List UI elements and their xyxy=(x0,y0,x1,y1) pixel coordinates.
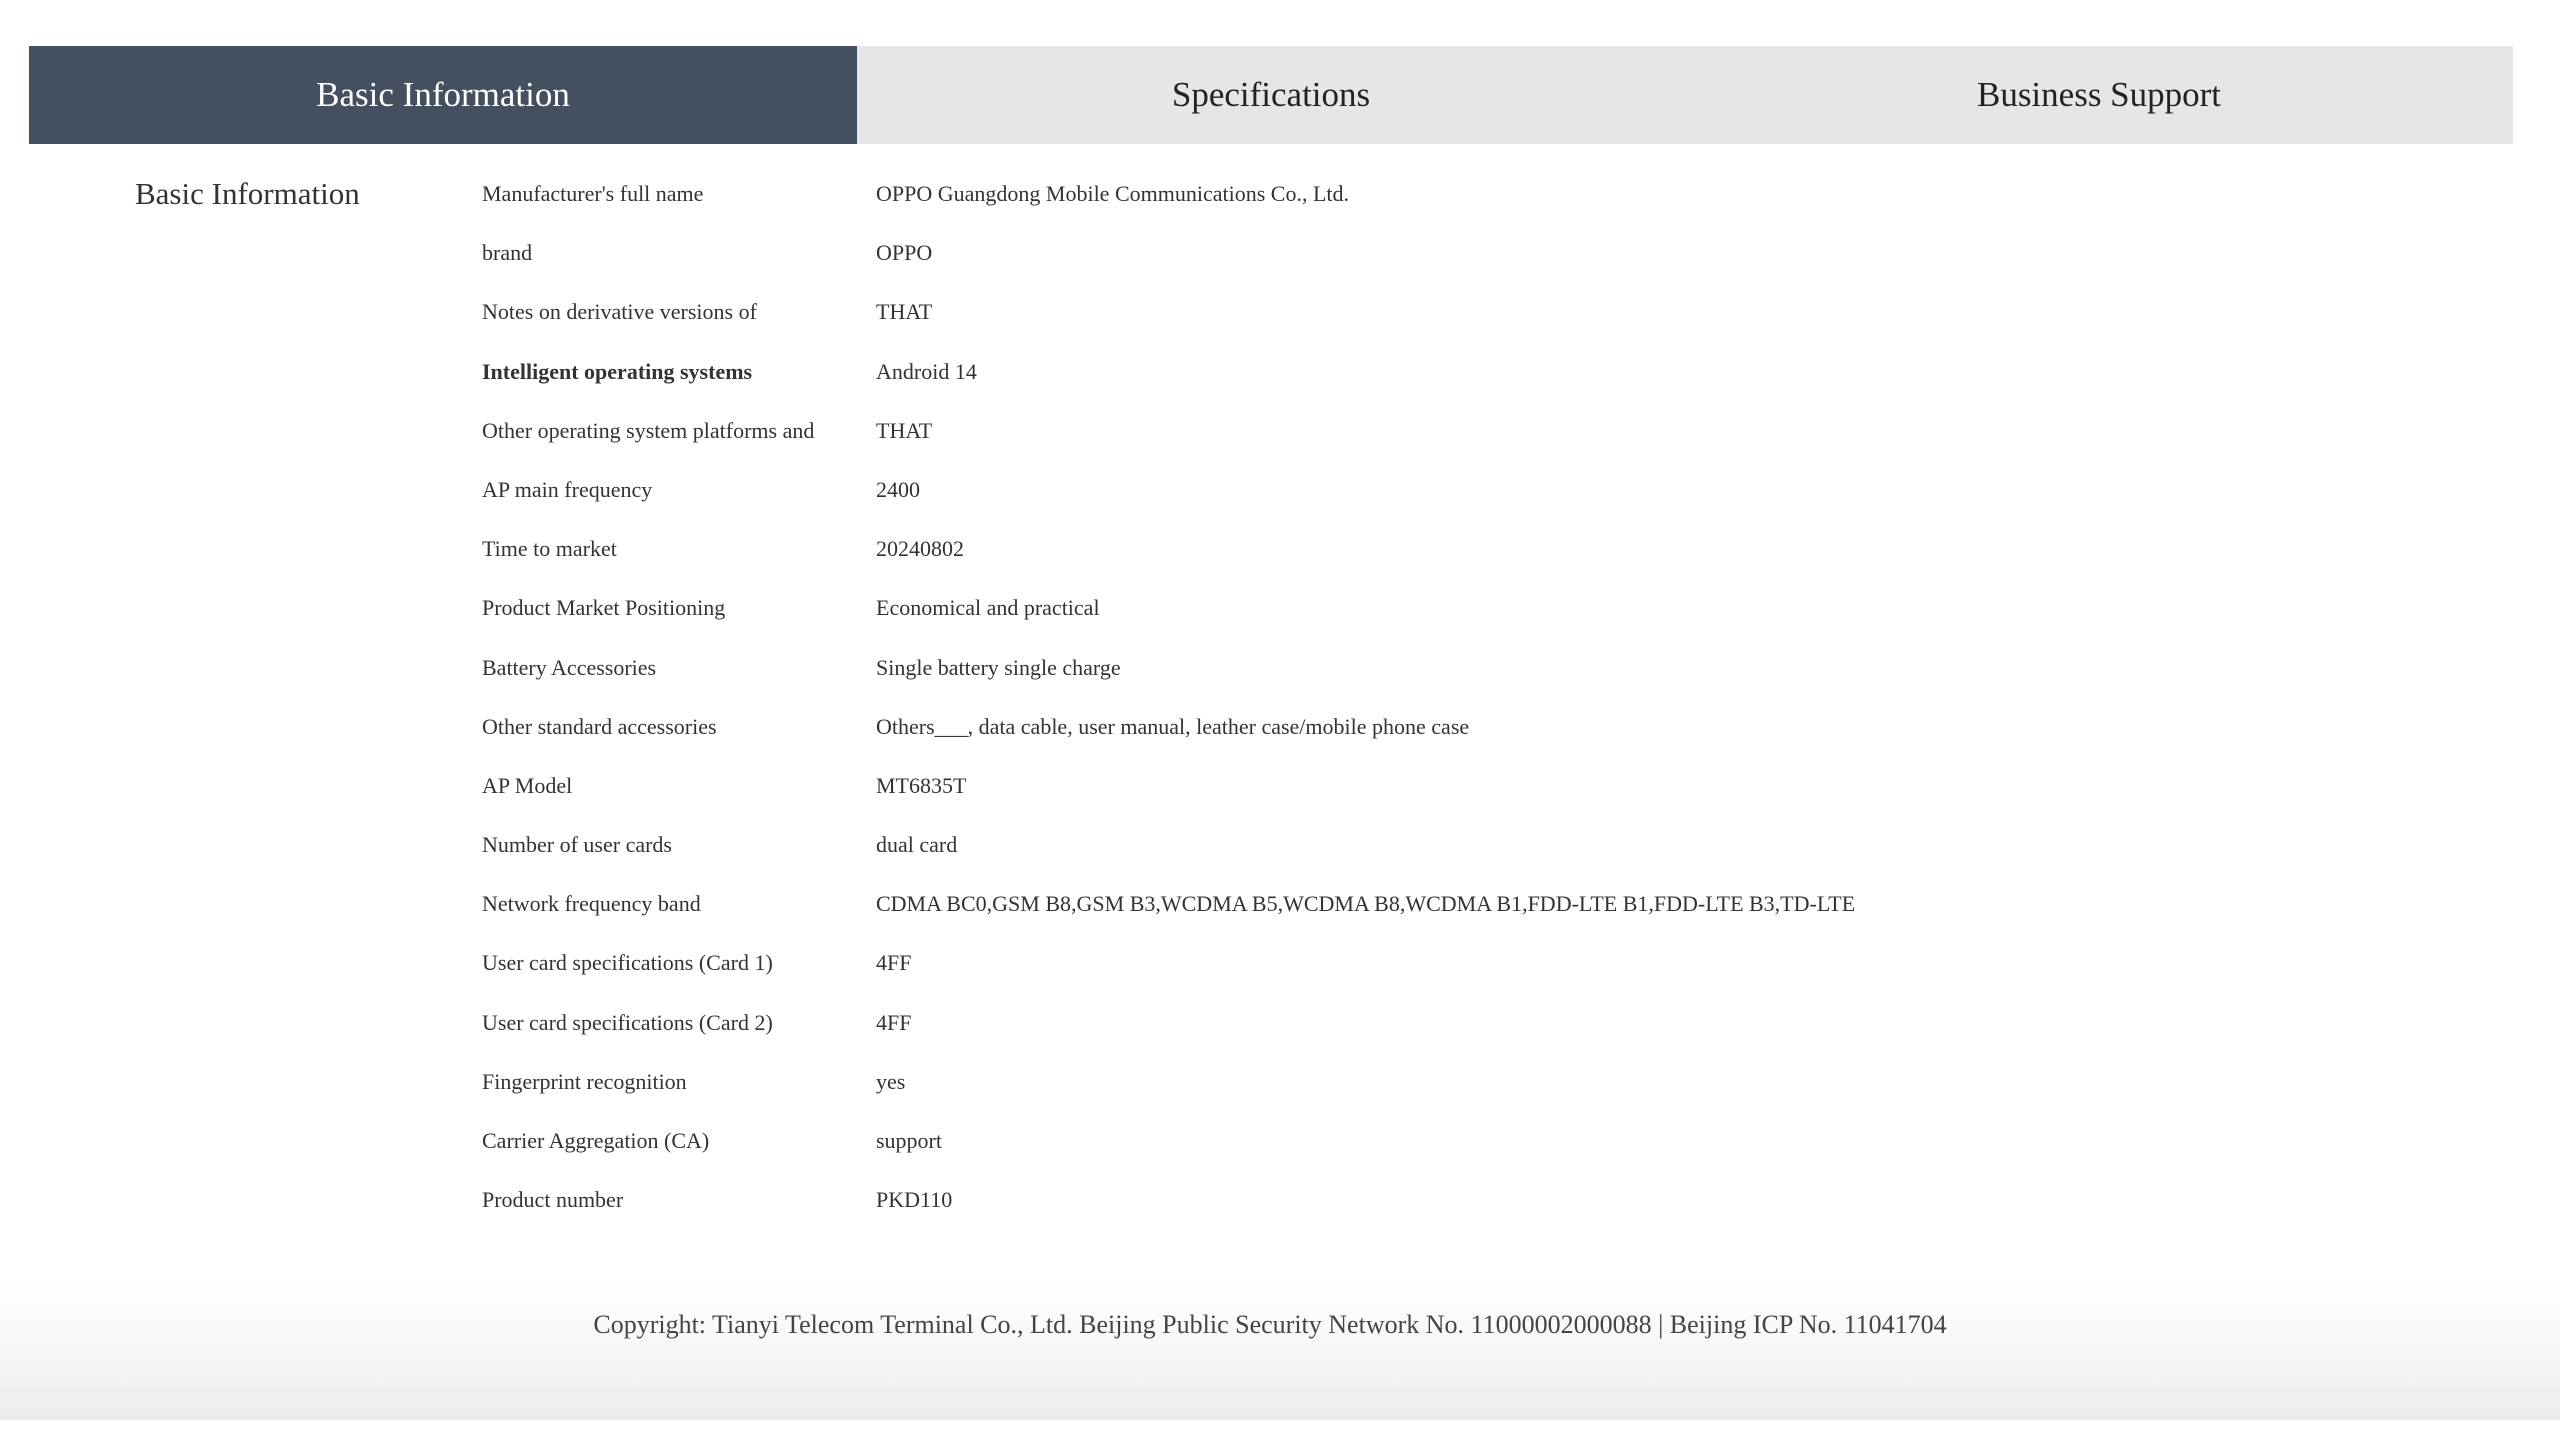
info-value: 2400 xyxy=(876,476,920,502)
info-row-operating-system xyxy=(482,350,2462,409)
info-value: Android 14 xyxy=(876,358,977,384)
info-row-card2-spec xyxy=(482,1001,2462,1060)
info-row-brand xyxy=(482,231,2462,290)
tab-bar xyxy=(29,46,2513,144)
info-label: Manufacturer's full name xyxy=(482,181,704,206)
info-row-derivative-notes xyxy=(482,290,2462,349)
info-value: 4FF xyxy=(876,1009,912,1035)
info-row-market-positioning xyxy=(482,586,2462,645)
info-row-manufacturer xyxy=(482,172,2462,231)
info-label: Carrier Aggregation (CA) xyxy=(482,1128,710,1153)
info-label: Other operating system platforms and xyxy=(482,417,815,443)
info-label: Battery Accessories xyxy=(482,654,657,680)
info-row-card1-spec xyxy=(482,941,2462,1000)
info-label: User card specifications (Card 1) xyxy=(482,950,773,976)
info-row-carrier-aggregation xyxy=(482,1119,2462,1178)
info-row-ap-model xyxy=(482,764,2462,823)
info-label: Time to market xyxy=(482,536,617,562)
info-label: brand xyxy=(482,240,533,266)
info-value: PKD110 xyxy=(876,1187,953,1213)
info-row-time-to-market xyxy=(482,527,2462,586)
info-label: Intelligent operating systems xyxy=(482,358,753,384)
info-label: AP Model xyxy=(482,772,573,798)
info-value: THAT xyxy=(876,417,933,443)
info-value: Single battery single charge xyxy=(876,654,1121,680)
info-value: THAT xyxy=(876,299,933,325)
section-title: Basic Information xyxy=(135,176,360,211)
info-value: Others___, data cable, user manual, leather case/mobile phone case xyxy=(876,713,1470,739)
info-label: Number of user cards xyxy=(482,832,672,858)
info-label: Product number xyxy=(482,1187,624,1213)
info-label: Other standard accessories xyxy=(482,713,717,739)
info-label: Network frequency band xyxy=(482,891,701,917)
info-row-fingerprint xyxy=(482,1060,2462,1119)
info-value: OPPO Guangdong Mobile Communications Co., Ltd. xyxy=(876,181,1349,206)
info-value: 20240802 xyxy=(876,536,964,562)
info-label: Notes on derivative versions of xyxy=(482,299,757,325)
info-row-other-os-platforms xyxy=(482,409,2462,468)
info-list xyxy=(482,172,2462,1237)
info-row-network-bands xyxy=(482,882,2462,941)
info-value: yes xyxy=(876,1068,906,1094)
footer xyxy=(0,1280,2560,1420)
info-value: CDMA BC0,GSM B8,GSM B3,WCDMA B5,WCDMA B8,WCDMA B1,FDD-LTE B1,FDD-LTE B3,TD-LTE xyxy=(876,891,1856,917)
info-row-standard-accessories xyxy=(482,705,2462,764)
info-value: 4FF xyxy=(876,950,912,976)
copyright-text: Copyright: Tianyi Telecom Terminal Co., Ltd. Beijing Public Security Network No. 11000002000088 | Beijing ICP No. 11041704 xyxy=(593,1310,1947,1339)
info-value: Economical and practical xyxy=(876,595,1100,621)
info-value: support xyxy=(876,1128,942,1153)
info-label: Product Market Positioning xyxy=(482,595,726,621)
tab-business-support[interactable]: Business Support xyxy=(1976,75,2222,114)
info-row-product-number xyxy=(482,1178,2462,1237)
tab-specifications[interactable]: Specifications xyxy=(1171,75,1371,114)
info-row-battery-accessories xyxy=(482,646,2462,705)
info-label: Fingerprint recognition xyxy=(482,1068,687,1094)
info-value: dual card xyxy=(876,832,958,858)
info-value: OPPO xyxy=(876,240,933,266)
info-value: MT6835T xyxy=(876,772,967,798)
info-label: User card specifications (Card 2) xyxy=(482,1009,773,1035)
tab-basic-information[interactable]: Basic Information xyxy=(29,46,857,144)
info-label: AP main frequency xyxy=(482,476,653,502)
info-row-ap-frequency xyxy=(482,468,2462,527)
info-row-user-cards xyxy=(482,823,2462,882)
